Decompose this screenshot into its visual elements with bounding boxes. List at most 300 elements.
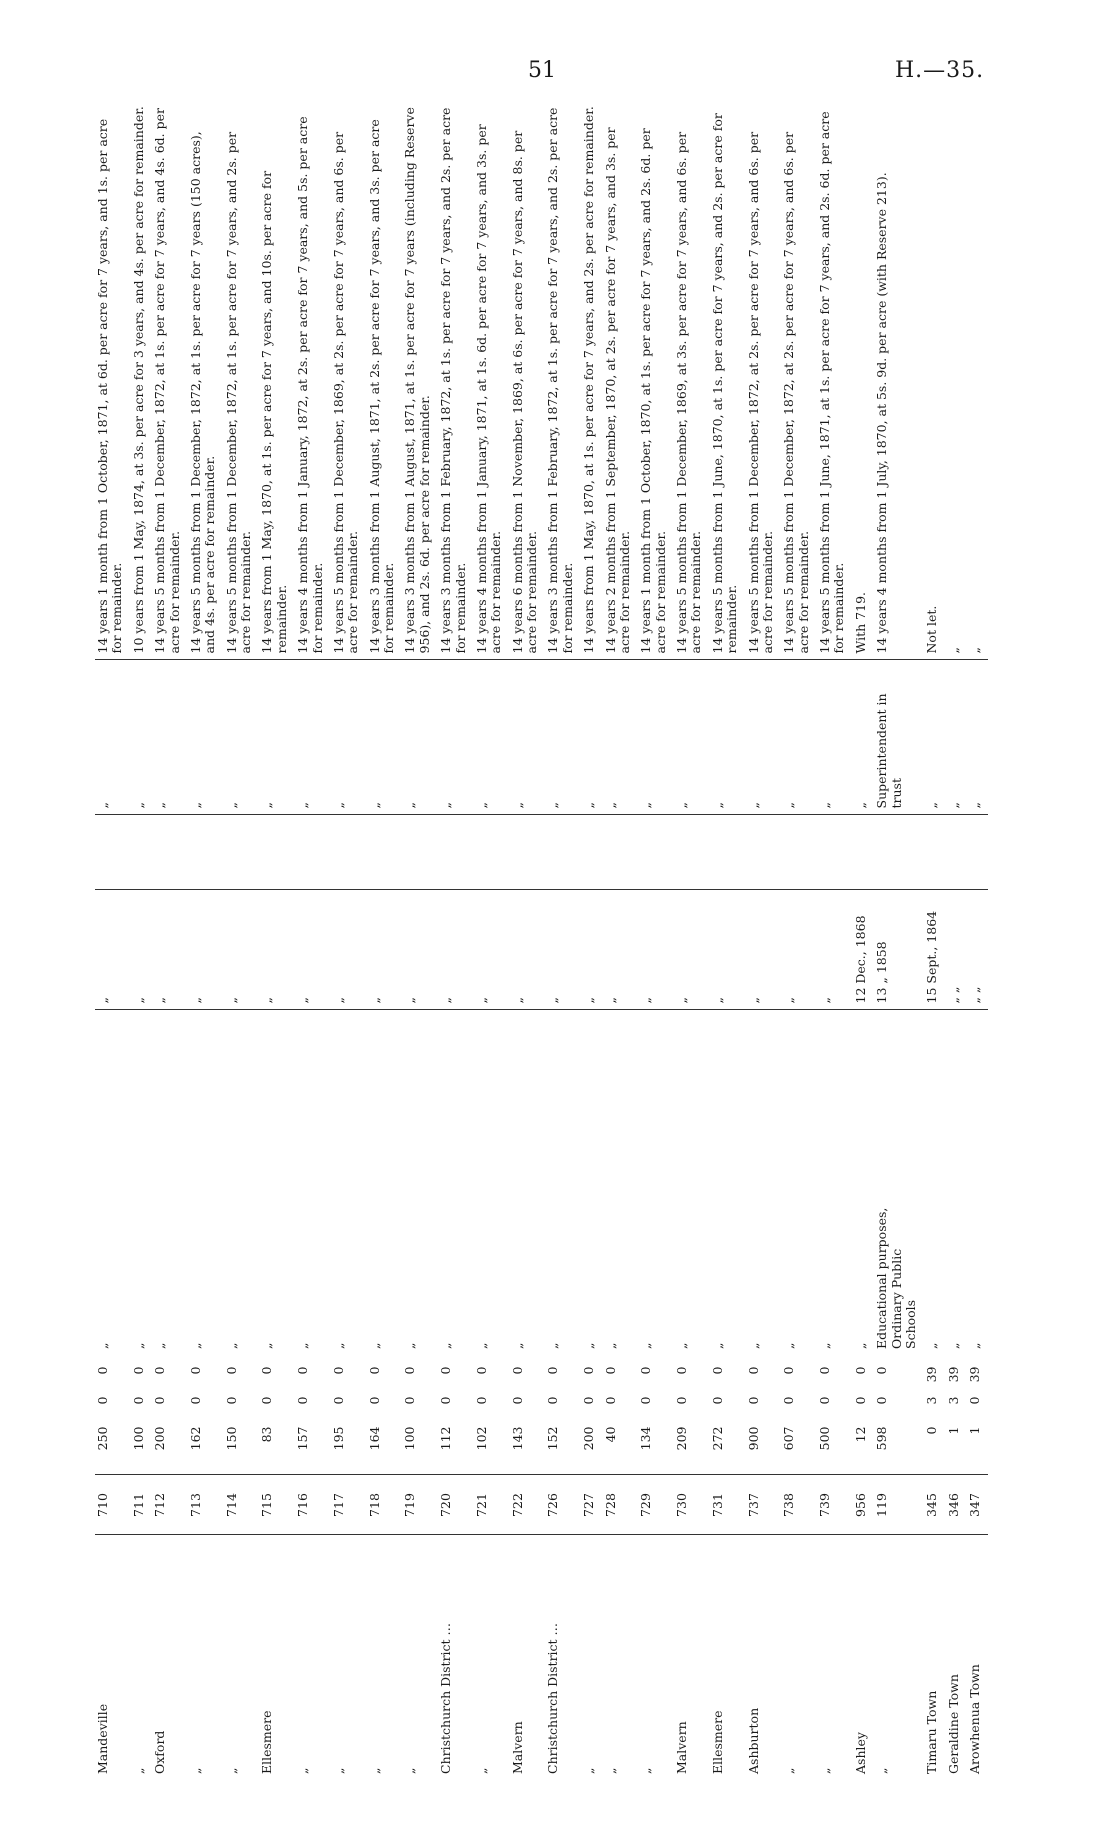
trustee-cell: „ xyxy=(188,660,224,815)
acres-value: 250 xyxy=(95,1426,110,1451)
purpose-cell: „ xyxy=(924,1342,940,1349)
purpose-cell: „ xyxy=(223,1342,239,1349)
date-cell: „ xyxy=(817,890,853,1010)
reserve-number-cell: 347 xyxy=(967,1475,988,1535)
remarks-cell: 14 years 3 months from 1 August, 1871, at 2s. per acre for 7 years, and 3s. per acre for remainder. xyxy=(367,100,403,660)
location-cell: Arowhenua Town xyxy=(967,1664,982,1774)
blank-cell-2 xyxy=(874,815,924,890)
blank-cell xyxy=(331,1010,367,1190)
location-cell: Ashburton xyxy=(745,1707,761,1774)
purpose-cell: „ xyxy=(187,1342,203,1349)
perches-value: 0 xyxy=(817,1366,832,1375)
trustee-cell: „ xyxy=(674,660,710,815)
acres-value: 1 xyxy=(945,1426,961,1435)
remarks-cell: 14 years 2 months from 1 September, 1870, at 2s. per acre for 7 years, and 3s. per acre for remainder. xyxy=(603,100,639,660)
date-cell: „ xyxy=(474,890,510,1010)
location-cell: „ xyxy=(581,1767,597,1774)
area-cell xyxy=(188,1355,224,1475)
reserve-number-cell: 715 xyxy=(259,1475,295,1535)
purpose-cell: „ xyxy=(95,1342,110,1349)
date-cell: „ xyxy=(95,890,131,1010)
area-cell xyxy=(781,1355,817,1475)
blank-cell-2 xyxy=(95,815,131,890)
trustee-cell: „ xyxy=(603,660,639,815)
area-cell xyxy=(603,1355,639,1475)
table-row xyxy=(510,100,546,1780)
area-cell xyxy=(545,1355,581,1475)
remarks-cell: 14 years 5 months from 1 December, 1872, at 1s. per acre for 7 years (150 acres), and 4s. per acre for remainder. xyxy=(188,100,224,660)
blank-cell xyxy=(510,1010,546,1190)
perches-value: 0 xyxy=(330,1366,346,1375)
area-cell xyxy=(295,1355,331,1475)
perches-value: 0 xyxy=(259,1366,275,1375)
reserve-number-cell: 345 xyxy=(924,1475,945,1535)
blank-cell-2 xyxy=(367,815,403,890)
blank-cell-2 xyxy=(853,815,874,890)
perches-value: 0 xyxy=(187,1366,203,1375)
date-cell: „ xyxy=(188,890,224,1010)
trustee-cell: „ xyxy=(710,660,746,815)
trustee-cell: „ xyxy=(152,660,188,815)
date-cell: „ xyxy=(367,890,403,1010)
blank-cell xyxy=(817,1010,853,1190)
location-cell: Ashley xyxy=(852,1732,868,1774)
blank-cell xyxy=(638,1010,674,1190)
acres-value: 12 xyxy=(852,1426,868,1443)
blank-cell xyxy=(259,1010,295,1190)
roods-value: 0 xyxy=(473,1396,489,1405)
reserve-number-cell: 729 xyxy=(638,1475,674,1535)
blank-cell xyxy=(781,1010,817,1190)
perches-value: 0 xyxy=(545,1366,561,1375)
location-cell: Malvern xyxy=(509,1721,525,1774)
blank-cell xyxy=(874,1010,924,1190)
perches-value: 0 xyxy=(581,1366,597,1375)
blank-cell xyxy=(224,1010,260,1190)
date-cell: „ xyxy=(152,890,188,1010)
location-cell: „ xyxy=(366,1767,382,1774)
reserve-number-cell: 721 xyxy=(474,1475,510,1535)
reserve-number-cell: 718 xyxy=(367,1475,403,1535)
acres-value: 100 xyxy=(402,1426,418,1451)
area-cell xyxy=(95,1355,131,1475)
table-row xyxy=(188,100,224,1780)
perches-value: 0 xyxy=(874,1366,890,1375)
trustee-cell: „ xyxy=(638,660,674,815)
table-row xyxy=(259,100,295,1780)
remarks-cell: 14 years 5 months from 1 June, 1870, at 1s. per acre for 7 years, and 2s. per acre for remainder. xyxy=(710,100,746,660)
roods-value: 0 xyxy=(852,1396,868,1405)
table-row xyxy=(224,100,260,1780)
perches-value: 0 xyxy=(674,1366,689,1375)
acres-value: 112 xyxy=(438,1426,454,1451)
roods-value: 0 xyxy=(781,1396,797,1405)
acres-value: 40 xyxy=(602,1426,618,1443)
blank-cell xyxy=(131,1010,152,1190)
remarks-cell: 10 years from 1 May, 1874, at 3s. per acre for 3 years, and 4s. per acre for remainder. xyxy=(131,100,152,660)
roods-value: 0 xyxy=(330,1396,346,1405)
blank-cell xyxy=(967,1010,988,1190)
location-cell: Christchurch District … xyxy=(438,1622,454,1774)
area-cell xyxy=(474,1355,510,1475)
table-row xyxy=(152,100,188,1780)
blank-cell xyxy=(581,1010,602,1190)
acres-value: 150 xyxy=(223,1426,239,1451)
date-cell: 15 Sept., 1864 xyxy=(924,890,945,1010)
table-row xyxy=(581,100,602,1780)
reserves-table-area xyxy=(95,100,995,1780)
perches-value: 0 xyxy=(781,1366,797,1375)
table-row xyxy=(95,100,131,1780)
trustee-cell: „ xyxy=(781,660,817,815)
roods-value: 0 xyxy=(438,1396,454,1405)
purpose-cell: „ xyxy=(967,1342,982,1349)
date-cell: „ xyxy=(581,890,602,1010)
reserve-number-cell: 738 xyxy=(781,1475,817,1535)
blank-cell xyxy=(152,1010,188,1190)
remarks-cell: 14 years 1 month from 1 October, 1871, at 6d. per acre for 7 years, and 1s. per acre for remainder. xyxy=(95,100,131,660)
location-cell: Christchurch District … xyxy=(545,1622,561,1774)
blank-cell-2 xyxy=(152,815,188,890)
date-cell: „ „ xyxy=(967,890,988,1010)
area-cell xyxy=(367,1355,403,1475)
trustee-cell: „ xyxy=(131,660,152,815)
purpose-cell: „ xyxy=(438,1342,454,1349)
blank-cell xyxy=(746,1010,782,1190)
area-cell xyxy=(710,1355,746,1475)
trustee-cell: „ xyxy=(545,660,581,815)
acres-value: 200 xyxy=(581,1426,597,1451)
roods-value: 0 xyxy=(674,1396,689,1405)
purpose-cell: „ xyxy=(602,1342,618,1349)
date-cell: „ xyxy=(746,890,782,1010)
trustee-cell: „ xyxy=(817,660,853,815)
location-cell: „ xyxy=(402,1767,418,1774)
date-cell: „ xyxy=(224,890,260,1010)
date-cell: „ xyxy=(131,890,152,1010)
table-row xyxy=(331,100,367,1780)
remarks-cell: 14 years 6 months from 1 November, 1869, at 6s. per acre for 7 years, and 8s. per acre for remainder. xyxy=(510,100,546,660)
roods-value: 0 xyxy=(366,1396,382,1405)
location-cell: Oxford xyxy=(152,1730,168,1774)
location-cell: „ xyxy=(223,1767,239,1774)
blank-cell xyxy=(402,1010,438,1190)
reserve-number-cell: 737 xyxy=(746,1475,782,1535)
area-cell xyxy=(874,1355,924,1475)
blank-cell-2 xyxy=(781,815,817,890)
location-cell: „ xyxy=(638,1767,654,1774)
roods-value: 3 xyxy=(924,1396,940,1405)
blank-cell xyxy=(438,1010,474,1190)
purpose-cell: „ xyxy=(295,1342,311,1349)
table-row xyxy=(924,100,945,1780)
roods-value: 0 xyxy=(402,1396,418,1405)
perches-value: 0 xyxy=(438,1366,454,1375)
blank-cell-2 xyxy=(474,815,510,890)
area-cell xyxy=(131,1355,152,1475)
reserve-number-cell: 716 xyxy=(295,1475,331,1535)
perches-value: 0 xyxy=(402,1366,418,1375)
purpose-cell: „ xyxy=(259,1342,275,1349)
blank-cell-2 xyxy=(817,815,853,890)
purpose-cell: „ xyxy=(473,1342,489,1349)
remarks-cell: 14 years 4 months from 1 July, 1870, at 5s. 9d. per acre (with Reserve 213). xyxy=(874,100,924,660)
location-cell: Ellesmere xyxy=(709,1710,725,1774)
purpose-cell: Educational purposes, Ordinary Public Schools xyxy=(874,1207,918,1349)
roods-value: 0 xyxy=(874,1396,890,1405)
location-cell: „ xyxy=(602,1767,618,1774)
purpose-cell: „ xyxy=(638,1342,654,1349)
roods-value: 0 xyxy=(259,1396,275,1405)
roods-value: 0 xyxy=(967,1396,982,1405)
purpose-cell: „ xyxy=(745,1342,761,1349)
area-cell xyxy=(674,1355,710,1475)
location-cell: „ xyxy=(473,1767,489,1774)
purpose-cell: „ xyxy=(674,1342,689,1349)
purpose-cell: „ xyxy=(330,1342,346,1349)
date-cell: „ xyxy=(545,890,581,1010)
date-cell: „ xyxy=(331,890,367,1010)
roods-value: 0 xyxy=(581,1396,597,1405)
area-cell xyxy=(331,1355,367,1475)
table-row xyxy=(710,100,746,1780)
reserve-number-cell: 712 xyxy=(152,1475,188,1535)
date-cell: „ xyxy=(638,890,674,1010)
acres-value: 143 xyxy=(509,1426,525,1451)
area-cell xyxy=(817,1355,853,1475)
reserve-number-cell: 711 xyxy=(131,1475,152,1535)
purpose-cell: „ xyxy=(852,1342,868,1349)
acres-value: 162 xyxy=(187,1426,203,1451)
location-cell: „ xyxy=(330,1767,346,1774)
location-cell: „ xyxy=(130,1767,146,1774)
blank-cell-2 xyxy=(674,815,710,890)
reserve-number-cell: 720 xyxy=(438,1475,474,1535)
purpose-cell: „ xyxy=(402,1342,418,1349)
remarks-cell: Not let. xyxy=(924,100,945,660)
table-row xyxy=(474,100,510,1780)
area-cell xyxy=(924,1355,945,1475)
roods-value: 0 xyxy=(130,1396,146,1405)
remarks-cell: 14 years from 1 May, 1870, at 1s. per acre for 7 years, and 10s. per acre for remainder. xyxy=(259,100,295,660)
area-cell xyxy=(967,1355,988,1475)
blank-cell xyxy=(853,1010,874,1190)
perches-value: 0 xyxy=(152,1366,168,1375)
trustee-cell: „ xyxy=(95,660,131,815)
remarks-cell: 14 years 4 months from 1 January, 1871, at 1s. 6d. per acre for 7 years, and 3s. per acre for remainder. xyxy=(474,100,510,660)
perches-value: 0 xyxy=(852,1366,868,1375)
reserve-number-cell: 956 xyxy=(853,1475,874,1535)
purpose-cell: „ xyxy=(817,1342,832,1349)
page-number: 51 xyxy=(528,58,556,83)
trustee-cell: Superintendent in trust xyxy=(874,660,924,815)
trustee-cell: „ xyxy=(402,660,438,815)
date-cell: „ xyxy=(438,890,474,1010)
table-row xyxy=(638,100,674,1780)
reserve-number-cell: 717 xyxy=(331,1475,367,1535)
roods-value: 0 xyxy=(223,1396,239,1405)
perches-value: 0 xyxy=(473,1366,489,1375)
blank-cell-2 xyxy=(967,815,988,890)
blank-cell-2 xyxy=(259,815,295,890)
acres-value: 134 xyxy=(638,1426,654,1451)
blank-cell-2 xyxy=(710,815,746,890)
trustee-cell: „ xyxy=(746,660,782,815)
location-cell: Malvern xyxy=(674,1721,689,1774)
blank-cell xyxy=(367,1010,403,1190)
purpose-cell: „ xyxy=(509,1342,525,1349)
perches-value: 0 xyxy=(295,1366,311,1375)
trustee-cell: „ xyxy=(946,660,967,815)
date-cell: „ xyxy=(402,890,438,1010)
table-row xyxy=(402,100,438,1780)
remarks-cell: 14 years 3 months from 1 August, 1871, at 1s. per acre for 7 years (including Reserve 956), and 2s. 6d. per acre for remainder. xyxy=(402,100,438,660)
trustee-cell: „ xyxy=(438,660,474,815)
perches-value: 0 xyxy=(745,1366,761,1375)
remarks-cell: „ xyxy=(946,100,967,660)
date-cell: „ xyxy=(510,890,546,1010)
table-row xyxy=(295,100,331,1780)
remarks-cell: „ xyxy=(967,100,988,660)
location-cell: Mandeville xyxy=(95,1703,110,1774)
date-cell: „ xyxy=(710,890,746,1010)
remarks-cell: 14 years 5 months from 1 December, 1869, at 2s. per acre for 7 years, and 6s. per acre for remainder. xyxy=(331,100,367,660)
area-cell xyxy=(224,1355,260,1475)
reserve-number-cell: 346 xyxy=(946,1475,967,1535)
acres-value: 164 xyxy=(366,1426,382,1451)
purpose-cell: „ xyxy=(152,1342,168,1349)
location-cell: Timaru Town xyxy=(924,1690,940,1774)
blank-cell-2 xyxy=(924,815,945,890)
trustee-cell: „ xyxy=(259,660,295,815)
location-cell: „ xyxy=(817,1767,832,1774)
roods-value: 0 xyxy=(509,1396,525,1405)
location-cell: „ xyxy=(187,1767,203,1774)
trustee-cell: „ xyxy=(510,660,546,815)
reserve-number-cell: 726 xyxy=(545,1475,581,1535)
area-cell xyxy=(152,1355,188,1475)
blank-cell-2 xyxy=(581,815,602,890)
blank-cell xyxy=(674,1010,710,1190)
location-cell: Ellesmere xyxy=(259,1710,275,1774)
area-cell xyxy=(946,1355,967,1475)
acres-value: 157 xyxy=(295,1426,311,1451)
acres-value: 500 xyxy=(817,1426,832,1451)
perches-value: 0 xyxy=(366,1366,382,1375)
blank-cell-2 xyxy=(331,815,367,890)
purpose-cell: „ xyxy=(945,1342,961,1349)
reserve-number-cell: 119 xyxy=(874,1475,924,1535)
purpose-cell: „ xyxy=(781,1342,797,1349)
remarks-cell: 14 years 5 months from 1 December, 1872, at 2s. per acre for 7 years, and 6s. per acre for remainder. xyxy=(781,100,817,660)
reserve-number-cell: 714 xyxy=(224,1475,260,1535)
remarks-cell: 14 years 5 months from 1 December, 1872, at 1s. per acre for 7 years, and 4s. 6d. per acre for remainder. xyxy=(152,100,188,660)
reserve-number-cell: 710 xyxy=(95,1475,131,1535)
purpose-cell: „ xyxy=(581,1342,597,1349)
date-cell: „ xyxy=(674,890,710,1010)
blank-cell-2 xyxy=(545,815,581,890)
acres-value: 200 xyxy=(152,1426,168,1451)
perches-value: 39 xyxy=(945,1366,961,1383)
purpose-cell: „ xyxy=(366,1342,382,1349)
acres-value: 0 xyxy=(924,1426,940,1435)
blank-cell-2 xyxy=(188,815,224,890)
roods-value: 0 xyxy=(187,1396,203,1405)
blank-cell xyxy=(474,1010,510,1190)
acres-value: 83 xyxy=(259,1426,275,1443)
date-cell: „ xyxy=(259,890,295,1010)
remarks-cell: 14 years 5 months from 1 June, 1871, at 1s. per acre for 7 years, and 2s. 6d. per acre for remainder. xyxy=(817,100,853,660)
blank-cell xyxy=(946,1010,967,1190)
perches-value: 0 xyxy=(709,1366,725,1375)
perches-value: 0 xyxy=(223,1366,239,1375)
location-cell: „ xyxy=(295,1767,311,1774)
location-cell: Geraldine Town xyxy=(945,1674,961,1774)
purpose-cell: „ xyxy=(130,1342,146,1349)
remarks-cell: 14 years 5 months from 1 December, 1872, at 2s. per acre for 7 years, and 6s. per acre for remainder. xyxy=(746,100,782,660)
date-cell: „ xyxy=(295,890,331,1010)
reserve-number-cell: 730 xyxy=(674,1475,710,1535)
blank-cell xyxy=(924,1010,945,1190)
perches-value: 0 xyxy=(602,1366,618,1375)
remarks-cell: 14 years from 1 May, 1870, at 1s. per acre for 7 years, and 2s. per acre for remainder. xyxy=(581,100,602,660)
table-row xyxy=(853,100,874,1780)
roods-value: 0 xyxy=(638,1396,654,1405)
table-row xyxy=(967,100,988,1780)
table-row xyxy=(746,100,782,1780)
trustee-cell: „ xyxy=(853,660,874,815)
roods-value: 0 xyxy=(817,1396,832,1405)
acres-value: 607 xyxy=(781,1426,797,1451)
purpose-cell: „ xyxy=(545,1342,561,1349)
acres-value: 195 xyxy=(330,1426,346,1451)
reserve-number-cell: 722 xyxy=(510,1475,546,1535)
acres-value: 209 xyxy=(674,1426,689,1451)
remarks-cell: 14 years 5 months from 1 December, 1869, at 3s. per acre for 7 years, and 6s. per acre for remainder. xyxy=(674,100,710,660)
roods-value: 0 xyxy=(745,1396,761,1405)
roods-value: 0 xyxy=(545,1396,561,1405)
roods-value: 0 xyxy=(95,1396,110,1405)
area-cell xyxy=(581,1355,602,1475)
blank-cell-2 xyxy=(510,815,546,890)
reserve-number-cell: 727 xyxy=(581,1475,602,1535)
remarks-cell: 14 years 4 months from 1 January, 1872, at 2s. per acre for 7 years, and 5s. per acre for remainder. xyxy=(295,100,331,660)
area-cell xyxy=(402,1355,438,1475)
blank-cell-2 xyxy=(603,815,639,890)
reserve-number-cell: 731 xyxy=(710,1475,746,1535)
trustee-cell: „ xyxy=(224,660,260,815)
blank-cell xyxy=(95,1010,131,1190)
blank-cell xyxy=(710,1010,746,1190)
roods-value: 0 xyxy=(602,1396,618,1405)
area-cell xyxy=(438,1355,474,1475)
page-code: H.—35. xyxy=(895,58,985,83)
rotated-table-wrapper xyxy=(95,100,995,1780)
blank-cell-2 xyxy=(295,815,331,890)
trustee-cell: „ xyxy=(924,660,945,815)
location-cell: „ xyxy=(781,1767,797,1774)
blank-cell-2 xyxy=(402,815,438,890)
acres-value: 1 xyxy=(967,1426,982,1435)
perches-value: 0 xyxy=(509,1366,525,1375)
trustee-cell: „ xyxy=(967,660,988,815)
remarks-cell: 14 years 3 months from 1 February, 1872, at 1s. per acre for 7 years, and 2s. per acre for remainder. xyxy=(438,100,474,660)
acres-value: 598 xyxy=(874,1426,890,1451)
acres-value: 152 xyxy=(545,1426,561,1451)
table-row xyxy=(817,100,853,1780)
reserve-number-cell: 728 xyxy=(603,1475,639,1535)
table-row xyxy=(545,100,581,1780)
